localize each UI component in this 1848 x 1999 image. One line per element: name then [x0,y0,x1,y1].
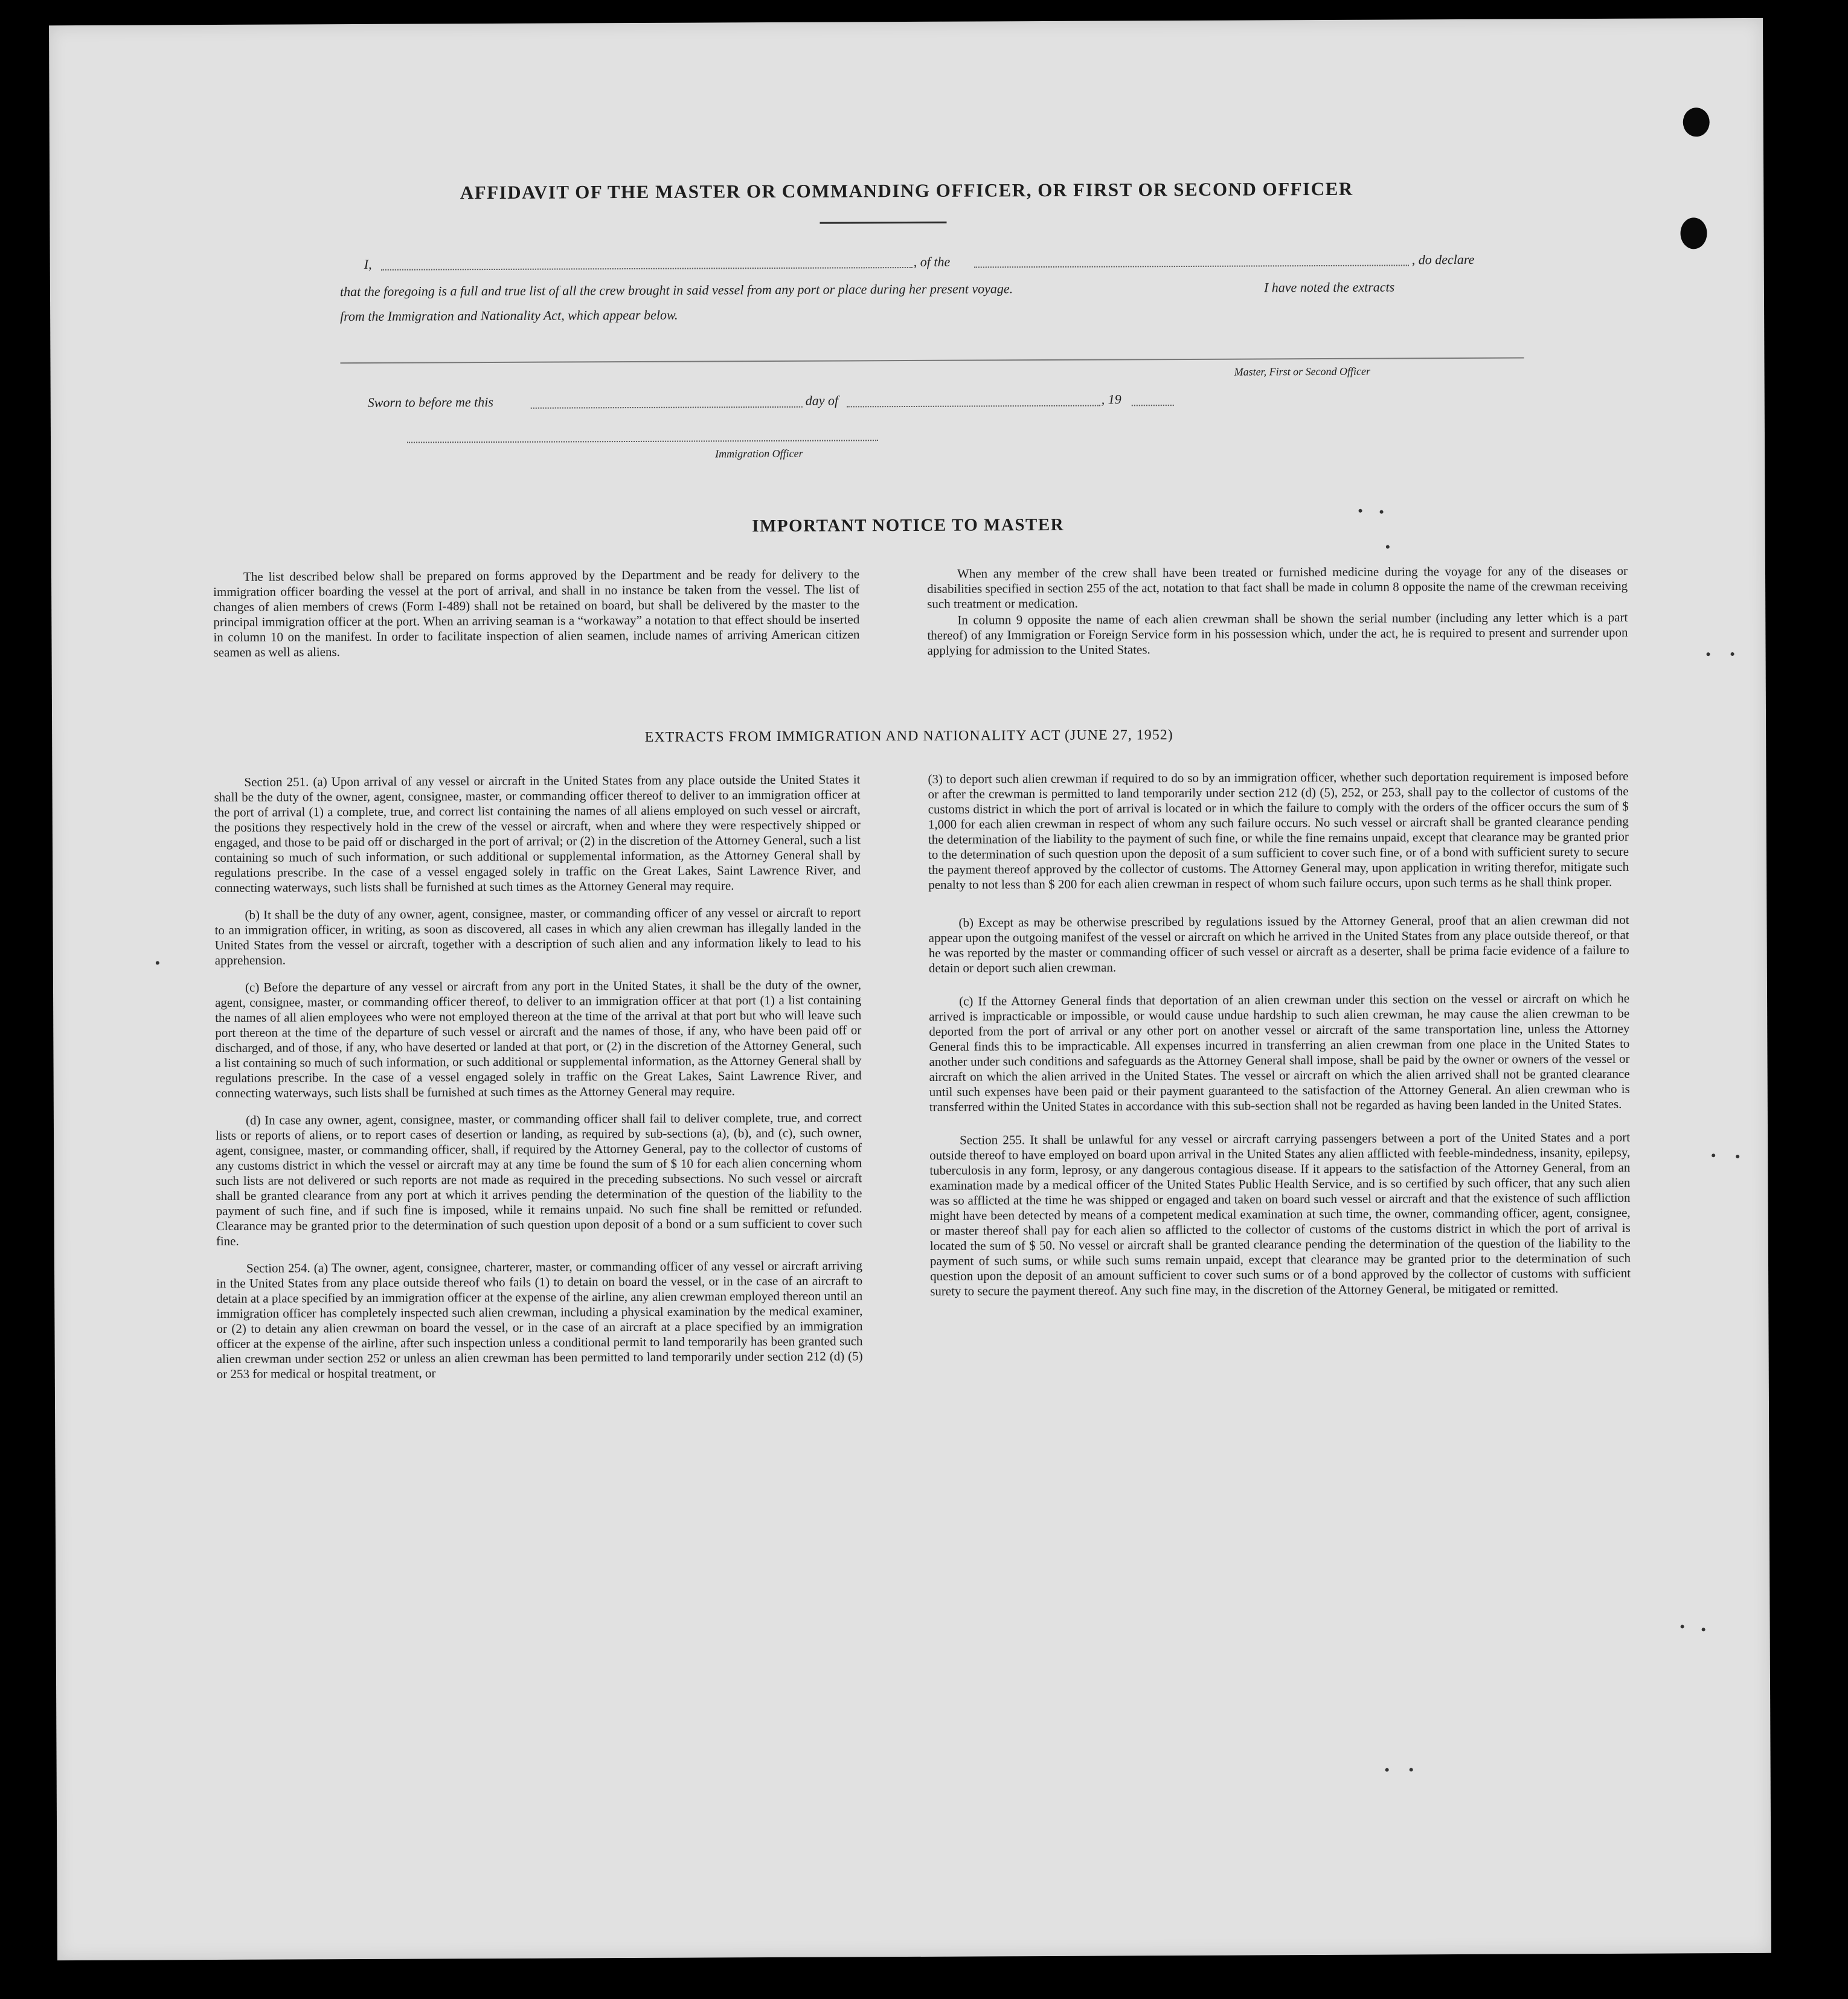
extracts-right-column [928,769,1631,1305]
sworn-prefix: Sworn to before me this [367,394,493,410]
punch-hole [1680,217,1707,249]
document-page [49,18,1771,1960]
declare-of-the: , of the [913,254,951,269]
section-254a-continued: (3) to deport such alien crewman if required to do so by an immigration officer, whether such deportation requirement is imposed before or after the crewman is permitted to land temporarily under section 212 (d) (5), 252, or 253, shall pay to the collector of customs of the customs district in which the port of arrival is located or in which the failure to comply with the orders of the officer occurs the sum of $ 1,000 for each alien crewman in respect of whom any such failure occurs. No such vessel or aircraft shall be granted clearance pending the determination of the liability to the payment of such fine, or while the fine remains unpaid, except that clearance may be granted prior to the determination of such question upon the deposit of a sum sufficient to cover such fine, or of a bond with sufficient surety to secure the payment thereof approved by the collector of customs. The Attorney General may, upon application in writing therefor, mitigate such penalty to not less than $ 200 for each alien crewman in respect of whom such failure occurs, upon such terms as he shall think proper. [928,768,1629,892]
speck [156,961,159,964]
declare-line-2: that the foregoing is a full and true list of all the crew brought in said vessel from any port or place during her present voyage. [339,281,1013,300]
declare-do-declare: , do declare [1411,251,1475,268]
immigration-officer-signature-line[interactable] [407,440,878,443]
notice-title: IMPORTANT NOTICE TO MASTER [752,515,1065,536]
signature-line[interactable] [340,358,1524,364]
speck [1385,1768,1389,1772]
speck [1359,509,1362,513]
sworn-year-field[interactable] [1132,405,1174,406]
speck [1731,652,1734,656]
notice-right-paragraph-2: In column 9 opposite the name of each alien crewman shall be shown the serial number (including any letter which is a part thereof) of any Immigration or Foreign Service form in his possession which, under the act, he is required to present and surrender upon applying for admission to the United States. [927,609,1628,658]
sworn-day-field[interactable] [531,406,803,409]
section-254c: (c) If the Attorney General finds that deportation of an alien crewman under this section on the vessel or aircraft on which he arrived is impracticable or impossible, or would cause undue hardship to such alien crewman, he may cause the alien crewman to be deported from the port of arrival or any other port on another vessel or aircraft of the same transportation line, unless the Attorney General finds this to be impracticable. All expenses incurred in transferring an alien crewman from one place in the United States to another under such conditions and safeguards as the Attorney General shall impose, shall be paid by the owner or owners of the vessel or aircraft on which the alien arrived in the United States. The vessel or aircraft on which the alien arrived shall not be granted clearance until such expenses have been paid or their payment guaranteed to the satisfaction of the Attorney General. An alien crewman who is transferred within the United States in accordance with this sub-section shall not be regarded as having been landed in the United States. [929,990,1630,1114]
speck [1386,545,1390,549]
bleed-through-text [300,142,1750,148]
officer-name-field[interactable] [381,267,913,271]
notice-left-column [213,566,860,666]
extracts-title: EXTRACTS FROM IMMIGRATION AND NATIONALITY ACT (JUNE 27, 1952) [644,727,1173,745]
section-254a: Section 254. (a) The owner, agent, consignee, charterer, master, or commanding officer of any vessel or aircraft arriving in the United States from any place outside thereof who fails (1) to detain on board the vessel, or in the case of an aircraft to detain at a place specified by an immigration officer at the expense of the airline, any alien crewman employed thereon until an immigration officer has completely inspected such alien crewman, including a physical examination by the medical examiner, or (2) to detain any alien crewman on board the vessel, or in the case of an aircraft at a place specified by an immigration officer at the expense of the airline, after such inspection unless a conditional permit to land temporarily has been granted such alien crewman under section 252 or unless an alien crewman has been permitted to land temporarily under section 212 (d) (5) or 253 for medical or hospital treatment, or [216,1258,863,1382]
section-251b: (b) It shall be the duty of any owner, agent, consignee, master, or commanding officer of any vessel or aircraft to report to an immigration officer, in writing, as soon as discovered, all cases in which any alien crewman has illegally landed in the United States from the vessel or aircraft, together with a description of such alien and any information likely to lead to his apprehension. [214,905,861,968]
declare-line-2-right: I have noted the extracts [1263,279,1395,295]
section-251c: (c) Before the departure of any vessel or aircraft from any port in the United States, it shall be the duty of the owner, agent, consignee, master, or commanding officer thereof, to deliver to an immigration officer at that port (1) a list containing the names of all alien employees who were not employed thereon at the time of the arrival at that port but who will leave such port thereon at the time of the departure of such vessel or aircraft and the names of those, if any, who have been paid off or discharged, and of those, if any, who have deserted or landed at that port, or (2) in the discretion of the Attorney General, such a list containing so much of such information, or such additional or supplemental information, as the Attorney General shall by regulations prescribe. In the case of a vessel engaged solely in traffic on the Great Lakes, Saint Lawrence River, and connecting waterways, such lists shall be furnished at such times as the Attorney General may require. [215,977,862,1101]
declare-line-3: from the Immigration and Nationality Act, which appear below. [340,307,678,324]
speck [1681,1625,1684,1628]
speck [1702,1628,1705,1631]
notice-right-paragraph-1: When any member of the crew shall have been treated or furnished medicine during the voyage for any of the diseases or disabilities specified in section 255 of the act, notation to that fact shall be made in column 8 opposite the name of the crewman receiving such treatment or medication. [927,563,1628,611]
notice-right-column [927,563,1628,664]
notice-left-paragraph: The list described below shall be prepared on forms approved by the Department and be ready for delivery to the immigration officer boarding the vessel at the port of arrival, and shall in no instance be taken from the vessel. The list of changes of alien members of crews (Form I-489) shall not be retained on board, but shall be delivered by the master to the principal immigration officer at the port. When an arriving seaman is a “workaway” a notation to that effect should be inserted in column 10 on the manifest. In order to facilitate inspection of alien seamen, include names of arriving American citizen seamen as well as aliens. [213,566,860,660]
speck [1736,1155,1739,1158]
immigration-officer-caption: Immigration Officer [715,447,803,460]
speck [1380,510,1384,514]
signature-caption: Master, First or Second Officer [1234,365,1371,378]
section-254b: (b) Except as may be otherwise prescribed by regulations issued by the Attorney General, proof that an alien crewman did not appear upon the outgoing manifest of the vessel or aircraft on which he arrived in the United States from any place outside thereof, or that he was reported by the master or commanding officer of such vessel or aircraft as a deserter, shall be prima facie evidence of a failure to detain or deport such alien crewman. [928,912,1629,975]
section-251a: Section 251. (a) Upon arrival of any vessel or aircraft in the United States from any place outside the United States it shall be the duty of the owner, agent, consignee, master, or commanding officer thereof to deliver to an immigration officer at the port of arrival (1) a complete, true, and correct list containing the names of all aliens employed on such vessel or aircraft, the positions they respectively hold in the crew of the vessel or aircraft, when and where they were respectively shipped or engaged, and those to be paid off or discharged in the port of arrival; or (2) in the discretion of the Attorney General, such a list containing so much of such information, or such additional or supplemental information, as the Attorney General shall by regulations prescribe. In the case of a vessel engaged solely in traffic on the Great Lakes, Saint Lawrence River, and connecting waterways, such lists shall be furnished at such times as the Attorney General may require. [214,772,861,896]
sworn-year: , 19 [1101,391,1121,407]
bleed-through-text [300,109,1750,115]
sworn-day-of: day of [805,393,839,408]
extracts-left-column [214,772,862,1388]
speck [1707,652,1710,656]
speck [1712,1154,1715,1157]
section-251d: (d) In case any owner, agent, consignee, master, or commanding officer shall fail to deliver complete, true, and correct lists or reports of aliens, or to report cases of desertion or landing, as required by sub-sections (a), (b), and (c), such owner, agent, consignee, master, or commanding officer, shall, if required by the Attorney General, pay to the collector of customs of any customs district in which the vessel or aircraft may at any time be found the sum of $ 10 for each alien concerning whom such lists are not delivered or such reports are not made as required in the preceding subsections. No such vessel or aircraft shall be granted clearance from any port at which it arrives pending the determination of the question of the liability to the payment of such fine, and if such fine is imposed, while it remains unpaid. No such fine shall be remitted or refunded. Clearance may be granted prior to the determination of such question upon deposit of a bond or a sum sufficient to cover such fine. [215,1110,862,1249]
punch-hole [1683,107,1710,136]
sworn-month-field[interactable] [847,405,1100,408]
title-divider [820,222,946,224]
speck [1410,1768,1413,1771]
section-255: Section 255. It shall be unlawful for any vessel or aircraft carrying passengers between a port of the United States and a port outside thereof to have employed on board upon arrival in the United States any alien afflicted with feeble-mindedness, insanity, epilepsy, tuberculosis in any form, leprosy, or any dangerous contagious disease. If it appears to the satisfaction of the Attorney General, from an examination made by a medical officer of the United States Public Health Service, and is so certified by such officer, that any such alien was so afflicted at the time he was shipped or engaged and taken on board such vessel or aircraft and that the existence of such affliction might have been detected by means of a competent medical examination at such time, the owner, commanding officer, agent, consignee, or master thereof shall pay for each alien so afflicted to the collector of customs of the customs district in which the port of arrival is located the sum of $ 50. No vessel or aircraft shall be granted clearance pending the determination of the question of the liability to the payment of such sums, or while such sums remain unpaid, except that clearance may be granted prior to the determination of such question upon the deposit of an amount sufficient to cover such sums or of a bond approved by the collector of customs with sufficient surety to secure the payment thereof. Any such fine may, in the discretion of the Attorney General, be mitigated or remitted. [929,1129,1631,1298]
vessel-name-field[interactable] [974,265,1409,268]
declare-i: I, [364,256,372,272]
affidavit-title: AFFIDAVIT OF THE MASTER OR COMMANDING OFFICER, OR FIRST OR SECOND OFFICER [460,178,1353,204]
